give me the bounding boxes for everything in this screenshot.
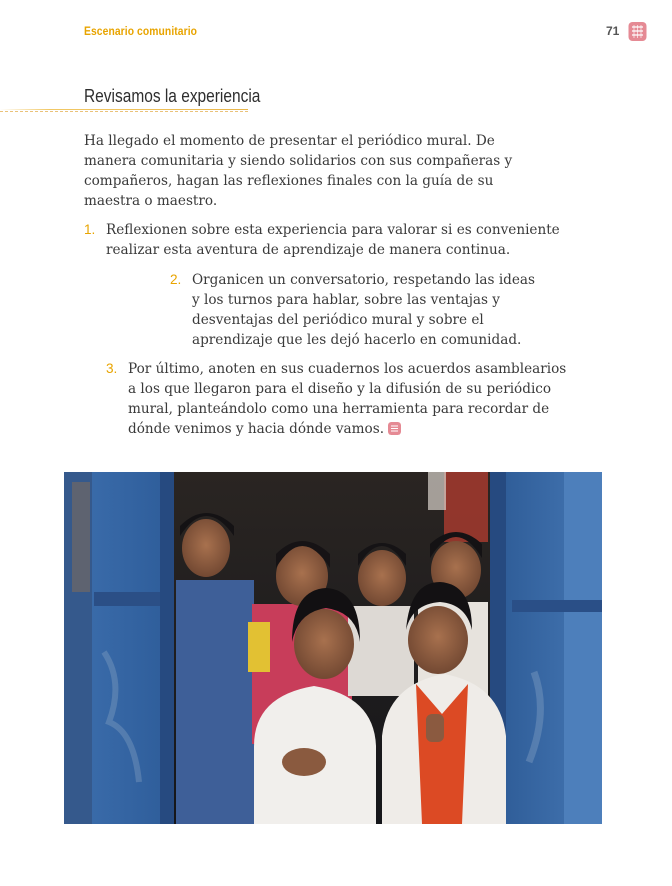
page-number: 71 [606,24,620,38]
list-item-3 [106,359,568,439]
list-item-text: Organicen un conversatorio, respetando las ideas y los turnos para hablar, sobre las ventajas y desventajas del periódico mural y sobre el aprendizaje que les dejó hacerlo en comunidad. [192,272,536,348]
section-label: Escenario comunitario [84,24,198,38]
list-item-text: Reflexionen sobre esta experiencia para valorar si es conveniente realizar esta aventura de aprendizaje de manera continua. [106,222,560,258]
section-end-icon [388,422,401,435]
list-item-1 [84,220,561,260]
page-title: Revisamos la experiencia [84,86,261,106]
list-item-number: 3. [106,361,118,376]
intro-paragraph: Ha llegado el momento de presentar el periódico mural. De manera comunitaria y siendo solidarios con sus compañeras y compañeros, hagan las reflexiones finales con la guía de su maestra o maestro. [84,133,513,209]
title-underline [0,109,248,110]
children-in-blue-doorway-photo [64,472,602,824]
list-item-text: Por último, anoten en sus cuadernos los acuerdos asamblearios a los que llegaron para el diseño y la difusión de su periódico mural, planteándolo como una herramienta para recordar de dónde venimos y hacia dónde vamos. [128,361,567,437]
list-item-number: 1. [84,222,96,237]
list-item-2 [170,270,537,350]
list-item-number: 2. [170,272,182,287]
community-scenario-icon [628,21,647,42]
